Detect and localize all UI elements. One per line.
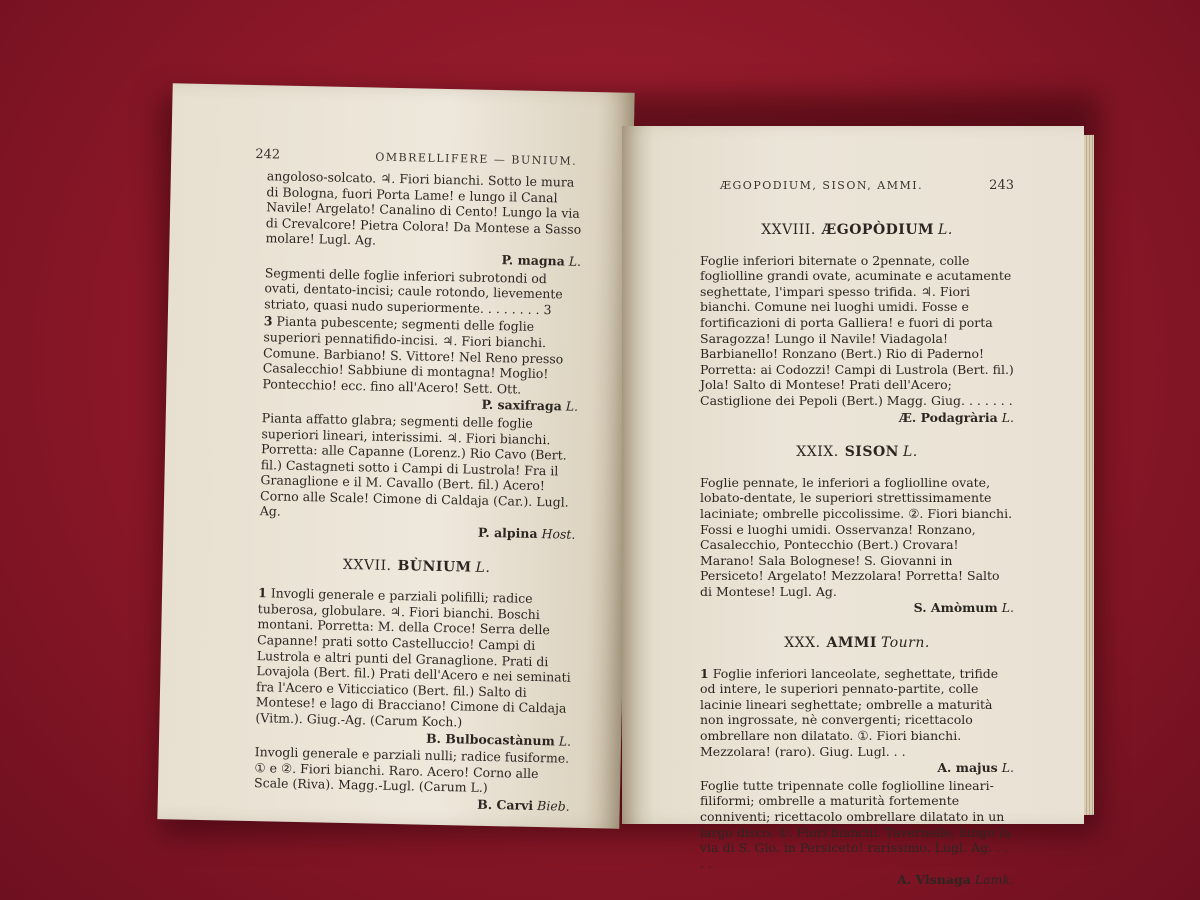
species-binomial: P. saxifraga	[481, 397, 562, 414]
left-page	[157, 83, 634, 829]
section-genus: SISON	[844, 444, 899, 461]
species-binomial: Æ. Podagrària	[898, 409, 998, 425]
right-content	[622, 193, 1084, 888]
species-author: L.	[1001, 760, 1014, 776]
section-title-bunium	[259, 556, 575, 578]
entry	[262, 314, 580, 415]
right-page	[622, 126, 1084, 888]
section-roman: XXIX.	[796, 444, 839, 461]
entry	[700, 253, 1014, 426]
species-author: L.	[1001, 600, 1014, 616]
section-genus: ÆGOPÒDIUM	[821, 222, 935, 238]
species-name	[700, 872, 1014, 888]
entry-text: angoloso-solcato. ♃. Fiori bianchi. Sotto le mura di Bologna, fuori Porta Lame! e lungo il Canal Navile! Argelato! Canalino di Cento! Lungo la via di Crevalcore! Pietra Colora! Da Montese a Sasso molare! Lugl. Ag.	[265, 168, 582, 248]
species-binomial: B. Bulbocastànum	[425, 730, 555, 748]
entry	[259, 410, 578, 542]
species-binomial: S. Amòmum	[913, 600, 998, 616]
section-roman: XXVIII.	[761, 222, 816, 238]
left-folio: 242	[255, 146, 281, 163]
section-author: L.	[902, 444, 918, 461]
species-author: Host.	[541, 526, 576, 542]
entry	[255, 585, 574, 749]
entry-text: Foglie inferiori biternate o 2pennate, colle fogliolline grandi ovate, acuminate e acutamente seghettate, l'impari spesso trifida. ♃. Fiori bianchi. Comune nei luoghi umidi. Fosse e fortificazioni di porta Galliera! e fuori di porta Saragozza! Lungo il Navile! Viadagola! Barbianello! Ronzano (Bert.) Rio di Paderno! Porretta: ai Codozzi! Campi di Lustrola (Bert. fil.) Jola! Salto di Montese! Prati dell'Acero; Castiglione dei Pepoli (Bert.) Magg. Giug. . . . . . .	[700, 252, 1014, 408]
entry-text: Invogli generale e parziali polifilli; radice tuberosa, globulare. ♃. Fiori bianchi. Boschi montani. Porretta: M. della Croce! Serra delle Capanne! prati sotto Castelluccio! Campi di Lustrola e altri punti del Granaglione. Prati di Lovajola (Bert. fil.) Prati dell'Acero e nei seminati fra l'Acero e Viticciatico (Bert. fil.) Salto di Montese! e lago di Bracciano! Cimone di Caldaja (Vitm.). Giug.-Ag. (Carum Koch.)	[255, 585, 571, 730]
species-binomial: P. magna	[501, 252, 565, 269]
entry-text: Segmenti delle foglie inferiori subrotondi od ovati, dentato-incisi; caule rotondo, lievemente striato, quasi nudo superiormente. . . . . . . . 3	[264, 264, 563, 317]
species-binomial: P. alpina	[477, 524, 538, 542]
entry-text: Invogli generale e parziali nulli; radice fusiforme. ① e ②. Fiori bianchi. Raro. Acero! Corno alle Scale (Riva). Magg.-Lugl. (Carum L.)	[253, 744, 570, 796]
entry-number: 3	[263, 313, 273, 329]
species-author: L.	[568, 253, 582, 269]
entry-text: Pianta pubescente; segmenti delle foglie superiori pennatifido-incisi. ♃. Fiori bianchi. Comune. Barbiano! S. Vittore! Nel Reno presso Casalecchio! Sabbiune di montagna! Moglio! Pontecchio! ecc. fino all'Acero! Sett. Ott.	[262, 313, 564, 397]
entry	[264, 265, 581, 318]
species-name	[700, 410, 1014, 426]
species-name	[254, 792, 570, 814]
section-title-ammi	[700, 636, 1014, 652]
right-folio: 243	[989, 178, 1014, 193]
species-name	[700, 760, 1014, 776]
left-running-title: OMBRELLIFERE — BUNIUM.	[375, 150, 578, 168]
species-binomial: A. majus	[937, 760, 998, 776]
section-title-aegopodium	[700, 223, 1014, 239]
species-author: Bieb.	[536, 798, 570, 814]
section-author: L.	[938, 222, 953, 238]
entry	[254, 744, 571, 814]
left-content	[158, 160, 633, 815]
entry	[700, 475, 1014, 616]
section-title-sison	[700, 445, 1014, 461]
section-author: L.	[475, 559, 491, 576]
entry-number: 1	[700, 665, 709, 681]
species-binomial: A. Visnaga	[897, 872, 971, 888]
species-binomial: B. Carvi	[477, 796, 534, 813]
species-author: L.	[1001, 409, 1014, 425]
species-author: Lamk.	[974, 872, 1014, 888]
species-author: L.	[565, 398, 579, 415]
left-running-head	[171, 83, 635, 170]
entry-text: Foglie inferiori lanceolate, seghettate, trifide od intere, le superiori pennato-partite, colle lacinie lineari seghettate; ombrelle a maturità non ingrossate, nè convergenti; ricettacolo ombrellare non dilatato. ①. Fiori bianchi. Mezzolara! (raro). Giug. Lugl. . .	[700, 665, 999, 759]
entry-text: Foglie tutte tripennate colle fogliolline lineari-filiformi; ombrelle a maturità fortemente conniventi; ricettacolo ombrellare dilatato in un largo disco. ①. Fiori bianchi. Tavernelle, lungo la via di S. Gio. in Persiceto! rarissimo. Lugl. Ag. . . . .	[700, 777, 1011, 871]
entry	[265, 168, 583, 269]
species-author: L.	[558, 733, 572, 749]
right-running-title: ÆGOPODIUM, SISON, AMMI.	[720, 179, 924, 192]
entry	[700, 666, 1014, 776]
species-name	[700, 600, 1014, 616]
entry-number: 1	[257, 585, 267, 601]
right-running-head	[622, 126, 1084, 193]
entry	[700, 778, 1014, 888]
section-author: Tourn.	[880, 635, 930, 652]
section-roman: XXX.	[784, 635, 821, 652]
entry-text: Pianta affatto glabra; segmenti delle foglie superiori lineari, interissimi. ♃. Fiori bianchi. Porretta: alle Capanne (Lorenz.) Rio Cavo (Bert. fil.) Castagneti sotto i Campi di Lustrola! Fra il Granaglione e il M. Cavallo (Bert. fil.) Acero! Corno alle Scale! Cimone di Caldaja (Car.). Lugl. Ag.	[259, 410, 569, 520]
entry-text: Foglie pennate, le inferiori a fogliolline ovate, lobato-dentate, le superiori strettissimamente laciniate; ombrelle piccolissime. ②. Fiori bianchi. Fossi e luoghi umidi. Osservanza! Ronzano, Casalecchio, Pontecchio (Bert.) Crovara! Marano! Sala Bolognese! S. Giovanni in Persiceto! Argelato! Mezzolara! Porretta! Salto di Montese! Lugl. Ag.	[700, 474, 1013, 599]
section-genus: AMMI	[826, 635, 877, 652]
section-genus: BÙNIUM	[397, 557, 472, 576]
species-name	[259, 520, 575, 542]
section-roman: XXVII.	[342, 556, 392, 574]
